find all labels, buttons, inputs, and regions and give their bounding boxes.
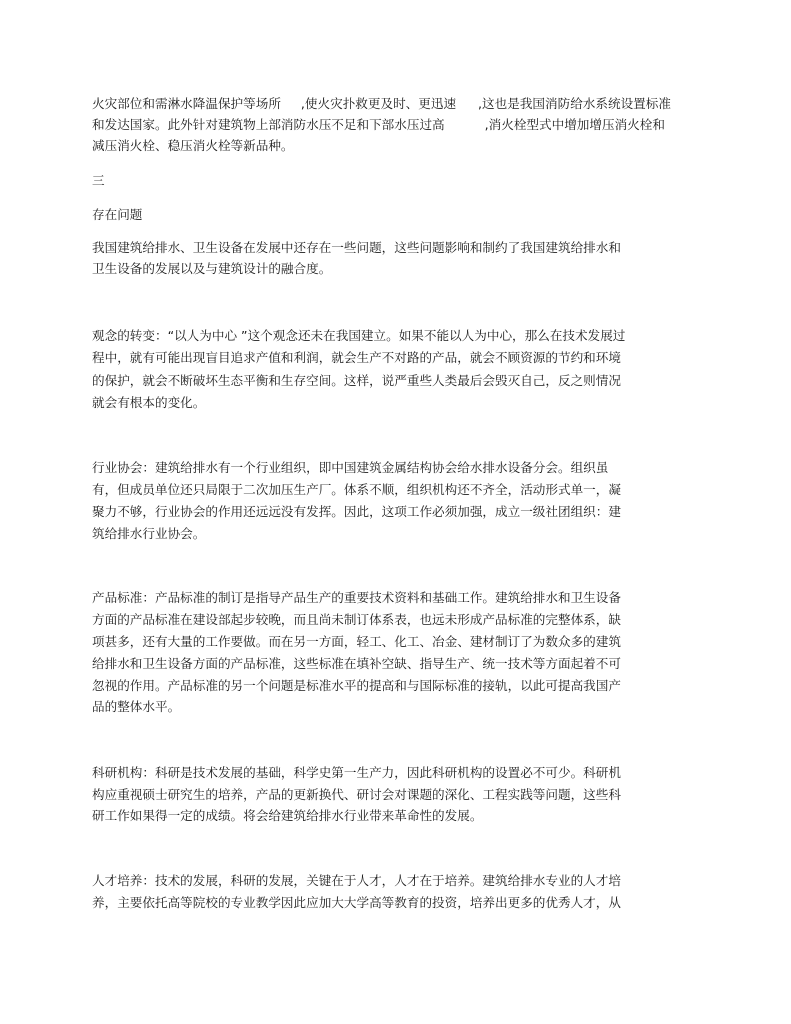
association-line: 有，但成员单位还只局限于二次加压生产厂。体系不顺，组织机构还不齐全，活动形式单一，凝 xyxy=(92,482,621,497)
concept-line: 的保护，就会不断破坏生态平衡和生存空间。这样，说严重些人类最后会毁灭自己，反之则情况 xyxy=(92,373,621,388)
research-line: 科研机构：科研是技术发展的基础，科学史第一生产力，因此科研机构的设置必不可少。科研机 xyxy=(92,765,621,780)
talent-line: 养，主要依托高等院校的专业教学因此应加大大学高等教育的投资，培养出更多的优秀人才，从 xyxy=(92,895,621,910)
concept-line: 就会有根本的变化。 xyxy=(92,395,206,410)
concept-line: 观念的转变：“以人为中心 ”这个观念还未在我国建立。如果不能以人为中心，那么在技术发展过 xyxy=(92,328,626,343)
standards-line: 项甚多，还有大量的工作要做。而在另一方面，轻工、化工、冶金、建材制订了为数众多的建筑 xyxy=(92,634,621,649)
talent-line: 人才培养：技术的发展，科研的发展，关键在于人才，人才在于培养。建筑给排水专业的人才培 xyxy=(92,873,621,888)
standards-line: 品的整体水平。 xyxy=(92,699,181,714)
intro-line-1b: ,使火灾扑救更及时、更迅速 xyxy=(300,96,457,111)
standards-line: 产品标准：产品标准的制订是指导产品生产的重要技术资料和基础工作。建筑给排水和卫生设备 xyxy=(92,590,621,605)
standards-line: 给排水和卫生设备方面的产品标准，这些标准在填补空缺、指导生产、统一技术等方面起着不可 xyxy=(92,656,621,671)
association-line: 聚力不够，行业协会的作用还远远没有发挥。因此，这项工作必须加强，成立一级社团组织：建 xyxy=(92,504,621,519)
concept-line: 程中，就有可能出现盲目追求产值和利润，就会生产不对路的产品，就会不顾资源的节约和环境 xyxy=(92,350,621,365)
research-line: 研工作如果得一定的成绩。将会给建筑给排水行业带来革命性的发展。 xyxy=(92,808,483,823)
standards-line: 方面的产品标准在建设部起步较晚，而且尚未制订体系表，也远未形成产品标准的完整体系，缺 xyxy=(92,612,621,627)
intro-line-1c: ,这也是我国消防给水系统设置标准 xyxy=(478,96,671,111)
association-line: 行业协会：建筑给排水有一个行业组织，即中国建筑金属结构协会给水排水设备分会。组织虽 xyxy=(92,460,609,475)
summary-line: 卫生设备的发展以及与建筑设计的融合度。 xyxy=(92,261,332,276)
standards-line: 忽视的作用。产品标准的另一个问题是标准水平的提高和与国际标准的接轨，以此可提高我国产 xyxy=(92,678,621,693)
section-number: 三 xyxy=(92,173,105,188)
intro-line-2a: 和发达国家。此外针对建筑物上部消防水压不足和下部水压过高 xyxy=(92,117,445,132)
intro-line-1 xyxy=(92,94,671,114)
summary-line: 我国建筑给排水、卫生设备在发展中还存在一些问题，这些问题影响和制约了我国建筑给排水和 xyxy=(92,240,621,255)
intro-line-3: 减压消火栓、稳压消火栓等新品种。 xyxy=(92,138,294,153)
section-title: 存在问题 xyxy=(92,207,143,222)
association-line: 筑给排水行业协会。 xyxy=(92,526,206,541)
intro-line-2 xyxy=(92,115,665,135)
intro-line-1a: 火灾部位和需淋水降温保护等场所 xyxy=(92,96,281,111)
research-line: 构应重视硕士研究生的培养，产品的更新换代、研讨会对课题的深化、工程实践等问题，这些科 xyxy=(92,787,621,802)
intro-line-2b: ,消火栓型式中增加增压消火栓和 xyxy=(484,117,665,132)
